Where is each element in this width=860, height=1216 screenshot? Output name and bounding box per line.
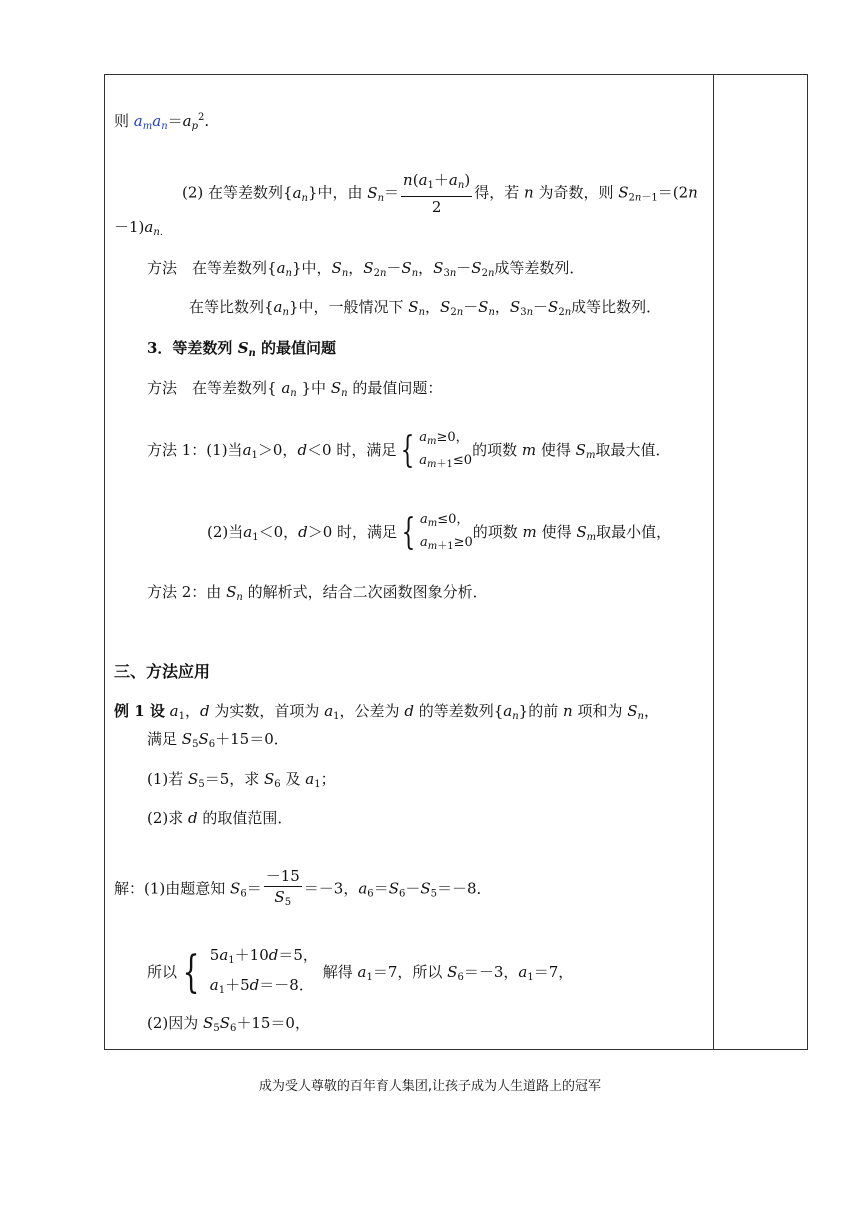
condition-min: $a_m\le 0$， $a_{m+1}\ge 0$ xyxy=(419,512,473,552)
page-footer: 成为受人尊敬的百年育人集团,让孩子成为人生道路上的冠军 xyxy=(258,1079,602,1094)
question-1: (1)若 $S_5=5$，求 $S_6$ 及 $a_1$； xyxy=(147,770,336,790)
sum-fraction: $\frac{n(a_1+a_n)}{2}$ xyxy=(403,171,471,216)
line-method1-min: (2)当$a_1<0$，d＞0 时，满足 { $a_m\le 0$， $a_{m+1}\ge 0$ 的项数 m 使得 $S_m$取最小值， xyxy=(207,510,671,556)
line-method1-max: 方法 1：(1)当$a_1>0$，d＜0 时，满足 { $a_m\ge 0$， $a_{m+1}\le 0$ 的项数 m 使得 $S_m$取最大值． xyxy=(147,428,670,474)
solution-system: 所以 { $5a_1+10d=5$， $a_1+5d=-8$． 解得 $a_1=7$，所以 $S_6=-3$，$a_1=7$， xyxy=(147,943,573,1003)
equation-system: $5a_1+10d=5$， $a_1+5d=-8$． xyxy=(209,946,318,996)
column-divider xyxy=(713,74,714,1050)
example-1: 例 1 设 $a_1$，d 为实数，首项为 $a_1$，公差为 d 的等差数列$\{a_n\}$的前 n 项和为 $S_n$， xyxy=(114,702,659,722)
s6-fraction: $\frac{-15}{S_5}$ xyxy=(265,867,300,908)
section-heading-3: 3．等差数列 $S_n$ 的最值问题 xyxy=(147,339,337,359)
solution-2: (2)因为 $S_5S_6+15=0$， xyxy=(147,1014,310,1034)
question-2: (2)求 d 的取值范围． xyxy=(147,809,293,827)
line-arith-sum: (2) 在等差数列$\{a_n\}$中，由 $S_n=$ $\frac{n(a_1+a_n)}{2}$ 得，若 n 为奇数，则 $S_{2n-1}=(2n$ xyxy=(182,171,698,216)
solution-1: 解：(1)由题意知 $S_6=$ $\frac{-15}{S_5}$ ＝－3，$a_6=S_6-S_5=-8$． xyxy=(114,866,492,913)
line-method2: 方法 2：由 $S_n$ 的解析式，结合二次函数图象分析． xyxy=(147,583,488,603)
line-method-arith: 方法 在等差数列$\{a_n\}$中，$S_n$，$S_{2n}-S_n$，$S_{3n}-S_{2n}$成等差数列． xyxy=(147,259,585,279)
section-heading-method-application: 三、方法应用 xyxy=(114,662,211,681)
condition-max: $a_m\ge 0$， $a_{m+1}\le 0$ xyxy=(419,430,473,470)
line-method-extreme: 方法 在等差数列{ $a_n$ }中 $S_n$ 的最值问题： xyxy=(147,379,443,399)
line-geometric-mean: 则 $a_ma_n=a_p^2$. xyxy=(114,112,210,132)
line-arith-sum-cont: $-1)a_{n.}$ xyxy=(114,218,163,238)
line-method-geo: 在等比数列$\{a_n\}$中，一般情况下 $S_n$，$S_{2n}-S_n$，$S_{3n}-S_{2n}$成等比数列． xyxy=(189,298,662,318)
example-1-condition: 满足 $S_5S_6+15=0$． xyxy=(147,730,289,750)
